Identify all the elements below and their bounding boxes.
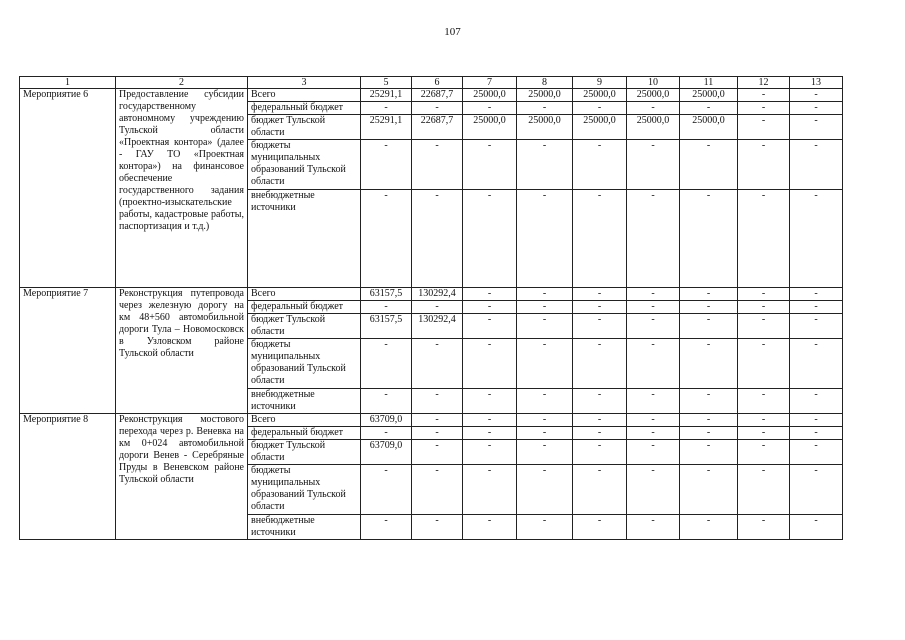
value-cell: - xyxy=(790,301,843,314)
value-cell: - xyxy=(463,465,517,515)
col-header: 2 xyxy=(116,77,248,89)
value-cell: - xyxy=(790,115,843,140)
value-cell: - xyxy=(790,314,843,339)
value-cell: - xyxy=(738,515,790,540)
value-cell: - xyxy=(573,190,627,288)
value-cell: - xyxy=(680,140,738,190)
table-row xyxy=(20,89,843,102)
funding-source: федеральный бюджет xyxy=(248,427,361,440)
value-cell: - xyxy=(627,314,680,339)
value-cell: - xyxy=(412,389,463,414)
value-cell: - xyxy=(738,89,790,102)
value-cell: - xyxy=(790,288,843,301)
value-cell: - xyxy=(627,389,680,414)
value-cell: - xyxy=(412,427,463,440)
value-cell: - xyxy=(738,339,790,389)
col-header: 13 xyxy=(790,77,843,89)
value-cell: - xyxy=(361,339,412,389)
value-cell: - xyxy=(627,140,680,190)
value-cell: - xyxy=(680,102,738,115)
measure-description: Реконструкция мостового перехода через р. Веневка на км 0+024 автомобильной дороги Венев - Серебряные Пруды в Веневском районе Тульской области xyxy=(116,414,248,540)
value-cell: - xyxy=(517,102,573,115)
funding-source: Всего xyxy=(248,89,361,102)
value-cell: - xyxy=(463,288,517,301)
value-cell: - xyxy=(680,440,738,465)
value-cell: - xyxy=(463,190,517,288)
value-cell: - xyxy=(790,427,843,440)
value-cell: 63157,5 xyxy=(361,314,412,339)
value-cell: 22687,7 xyxy=(412,89,463,102)
value-cell: - xyxy=(361,389,412,414)
value-cell: - xyxy=(790,190,843,288)
value-cell: - xyxy=(463,440,517,465)
value-cell: - xyxy=(738,140,790,190)
value-cell: - xyxy=(738,288,790,301)
funding-source: внебюджетные источники xyxy=(248,190,361,288)
value-cell: 25291,1 xyxy=(361,115,412,140)
value-cell: - xyxy=(517,440,573,465)
col-header: 7 xyxy=(463,77,517,89)
value-cell: - xyxy=(517,301,573,314)
value-cell: - xyxy=(573,440,627,465)
value-cell: - xyxy=(627,301,680,314)
value-cell: - xyxy=(463,414,517,427)
funding-source: бюджеты муниципальных образований Тульской области xyxy=(248,140,361,190)
funding-source: федеральный бюджет xyxy=(248,301,361,314)
budget-table xyxy=(19,76,843,540)
funding-source: бюджеты муниципальных образований Тульской области xyxy=(248,465,361,515)
value-cell: - xyxy=(412,414,463,427)
value-cell: - xyxy=(680,301,738,314)
funding-source: бюджеты муниципальных образований Тульской области xyxy=(248,339,361,389)
value-cell: - xyxy=(680,190,738,288)
value-cell: - xyxy=(627,440,680,465)
value-cell: - xyxy=(463,515,517,540)
value-cell: - xyxy=(573,140,627,190)
funding-source: Всего xyxy=(248,414,361,427)
value-cell: - xyxy=(790,339,843,389)
value-cell: - xyxy=(573,288,627,301)
table-body xyxy=(20,89,843,540)
col-header: 8 xyxy=(517,77,573,89)
table-row xyxy=(20,414,843,427)
value-cell: - xyxy=(361,465,412,515)
value-cell: 25000,0 xyxy=(680,89,738,102)
value-cell: 25000,0 xyxy=(627,89,680,102)
value-cell: - xyxy=(517,288,573,301)
value-cell: - xyxy=(680,414,738,427)
value-cell: - xyxy=(790,414,843,427)
value-cell: - xyxy=(517,427,573,440)
value-cell: - xyxy=(412,102,463,115)
value-cell: - xyxy=(627,465,680,515)
value-cell: - xyxy=(627,339,680,389)
value-cell: - xyxy=(517,140,573,190)
funding-source: федеральный бюджет xyxy=(248,102,361,115)
value-cell: 63157,5 xyxy=(361,288,412,301)
value-cell: - xyxy=(627,288,680,301)
value-cell: - xyxy=(680,427,738,440)
value-cell: - xyxy=(573,102,627,115)
value-cell: - xyxy=(790,89,843,102)
table-row xyxy=(20,288,843,301)
value-cell: - xyxy=(463,389,517,414)
value-cell: - xyxy=(627,102,680,115)
value-cell: - xyxy=(790,465,843,515)
value-cell: 25000,0 xyxy=(627,115,680,140)
value-cell: - xyxy=(463,301,517,314)
value-cell: - xyxy=(627,190,680,288)
value-cell: - xyxy=(680,515,738,540)
value-cell: - xyxy=(738,414,790,427)
col-header: 5 xyxy=(361,77,412,89)
value-cell: - xyxy=(790,515,843,540)
page-number: 107 xyxy=(444,26,461,38)
value-cell: 25000,0 xyxy=(573,115,627,140)
col-header: 11 xyxy=(680,77,738,89)
funding-source: внебюджетные источники xyxy=(248,515,361,540)
value-cell: - xyxy=(738,465,790,515)
value-cell: - xyxy=(463,140,517,190)
value-cell: - xyxy=(412,440,463,465)
value-cell: - xyxy=(517,465,573,515)
header-row xyxy=(20,77,843,89)
value-cell: - xyxy=(361,515,412,540)
value-cell: - xyxy=(517,339,573,389)
value-cell: - xyxy=(738,115,790,140)
value-cell: - xyxy=(738,314,790,339)
col-header: 1 xyxy=(20,77,116,89)
value-cell: - xyxy=(573,314,627,339)
value-cell: 130292,4 xyxy=(412,288,463,301)
value-cell: - xyxy=(463,314,517,339)
col-header: 12 xyxy=(738,77,790,89)
value-cell: 25000,0 xyxy=(517,89,573,102)
funding-source: внебюджетные источники xyxy=(248,389,361,414)
funding-source: Всего xyxy=(248,288,361,301)
value-cell: - xyxy=(738,427,790,440)
value-cell: - xyxy=(738,440,790,465)
value-cell: 25000,0 xyxy=(463,115,517,140)
value-cell: - xyxy=(517,190,573,288)
col-header: 3 xyxy=(248,77,361,89)
value-cell: 130292,4 xyxy=(412,314,463,339)
value-cell: - xyxy=(463,427,517,440)
value-cell: - xyxy=(361,102,412,115)
value-cell: - xyxy=(412,190,463,288)
value-cell: 22687,7 xyxy=(412,115,463,140)
value-cell: - xyxy=(680,288,738,301)
value-cell: - xyxy=(361,190,412,288)
value-cell: - xyxy=(573,427,627,440)
value-cell: - xyxy=(573,414,627,427)
value-cell: - xyxy=(573,339,627,389)
measure-name: Мероприятие 7 xyxy=(20,288,116,414)
value-cell: - xyxy=(627,515,680,540)
col-header: 6 xyxy=(412,77,463,89)
value-cell: 63709,0 xyxy=(361,440,412,465)
value-cell: - xyxy=(573,301,627,314)
value-cell: - xyxy=(680,465,738,515)
value-cell: - xyxy=(790,102,843,115)
value-cell: - xyxy=(573,515,627,540)
value-cell: - xyxy=(361,427,412,440)
value-cell: - xyxy=(627,427,680,440)
value-cell: - xyxy=(412,339,463,389)
value-cell: 25000,0 xyxy=(517,115,573,140)
value-cell: - xyxy=(361,140,412,190)
value-cell: - xyxy=(412,301,463,314)
value-cell: - xyxy=(573,389,627,414)
value-cell: - xyxy=(738,190,790,288)
value-cell: 25291,1 xyxy=(361,89,412,102)
col-header: 10 xyxy=(627,77,680,89)
value-cell: - xyxy=(517,314,573,339)
value-cell: 63709,0 xyxy=(361,414,412,427)
value-cell: - xyxy=(463,339,517,389)
value-cell: - xyxy=(738,301,790,314)
value-cell: - xyxy=(517,414,573,427)
value-cell: - xyxy=(790,440,843,465)
value-cell: - xyxy=(361,301,412,314)
value-cell: - xyxy=(573,465,627,515)
value-cell: - xyxy=(412,465,463,515)
value-cell: - xyxy=(412,515,463,540)
value-cell: - xyxy=(680,339,738,389)
value-cell: - xyxy=(517,515,573,540)
value-cell: - xyxy=(680,389,738,414)
measure-description: Предоставление субсидии государственному автономному учреждению Тульской области «Проектная контора» (далее - ГАУ ТО «Проектная контора») на финансовое обеспечение государственного задания (проектно-изыскательские работы, кадастровые работы, паспортизация и т.д.) xyxy=(116,89,248,288)
measure-description: Реконструкция путепровода через железную дорогу на км 48+560 автомобильной дороги Тула – Новомосковск в Узловском районе Тульской области xyxy=(116,288,248,414)
value-cell: 25000,0 xyxy=(680,115,738,140)
value-cell: - xyxy=(412,140,463,190)
col-header: 9 xyxy=(573,77,627,89)
value-cell: 25000,0 xyxy=(463,89,517,102)
value-cell: - xyxy=(627,414,680,427)
funding-source: бюджет Тульской области xyxy=(248,440,361,465)
value-cell: - xyxy=(517,389,573,414)
value-cell: - xyxy=(790,140,843,190)
value-cell: - xyxy=(738,102,790,115)
value-cell: - xyxy=(463,102,517,115)
value-cell: 25000,0 xyxy=(573,89,627,102)
value-cell: - xyxy=(790,389,843,414)
measure-name: Мероприятие 6 xyxy=(20,89,116,288)
measure-name: Мероприятие 8 xyxy=(20,414,116,540)
funding-source: бюджет Тульской области xyxy=(248,314,361,339)
value-cell: - xyxy=(680,314,738,339)
value-cell: - xyxy=(738,389,790,414)
funding-source: бюджет Тульской области xyxy=(248,115,361,140)
